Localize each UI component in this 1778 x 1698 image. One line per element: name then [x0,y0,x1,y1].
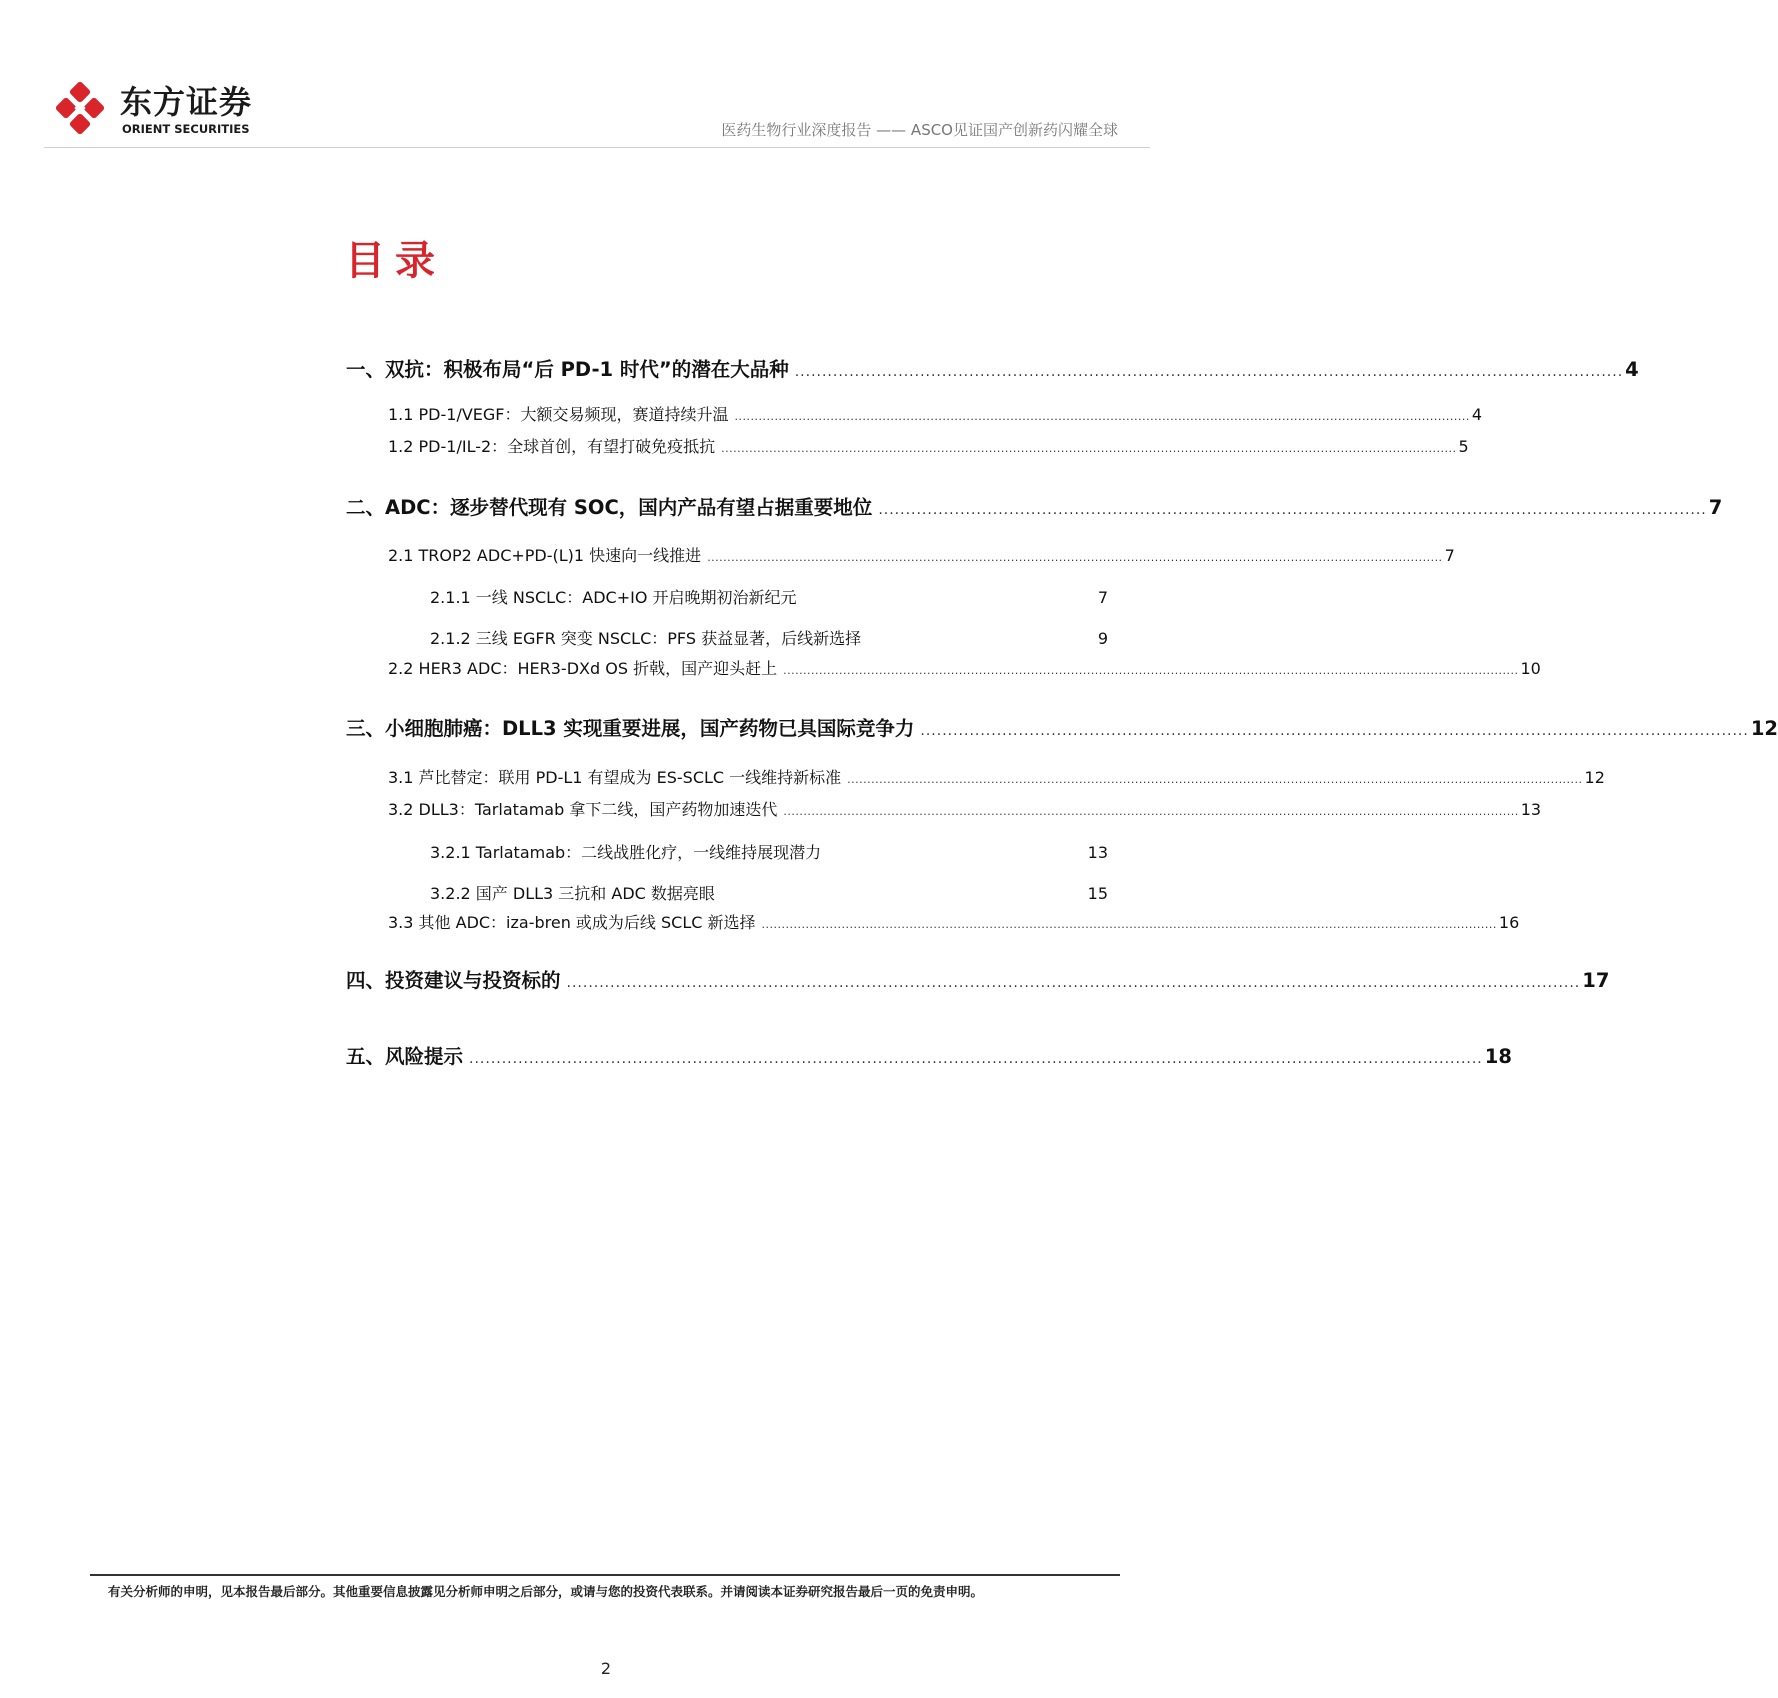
toc-entry-page: 5 [1458,437,1469,456]
toc-entry-3-2-1[interactable] [430,840,1108,863]
toc-entry-label: 四、投资建议与投资标的 [346,969,561,992]
toc-entry-page: 18 [1484,1045,1512,1068]
toc-entry-label: 三、小细胞肺癌：DLL3 实现重要进展，国产药物已具国际竞争力 [346,717,915,740]
toc-leader-dots: ........................................................................................................................................................ [920,723,1749,739]
toc-entry-1-2[interactable] [388,434,1469,457]
toc-entry-label: 五、风险提示 [346,1045,464,1068]
toc-entry-page: 4 [1625,358,1639,381]
toc-entry-section-2[interactable] [346,492,1723,520]
toc-leader-dots: ........................................................................................................................................................................................ [847,773,1583,786]
toc-entry-page: 12 [1584,768,1605,787]
toc-entry-page: 12 [1750,717,1778,740]
toc-entry-section-5[interactable] [346,1041,1512,1069]
toc-entry-label: 2.1.1 一线 NSCLC：ADC+IO 开启晚期初治新纪元 [430,588,797,607]
toc-entry-2-2[interactable] [388,656,1541,679]
toc-entry-3-1[interactable] [388,765,1605,788]
toc-entry-label: 2.1.2 三线 EGFR 突变 NSCLC：PFS 获益显著，后线新选择 [430,629,862,648]
toc-entry-section-4[interactable] [346,965,1610,993]
toc-entry-label: 2.2 HER3 ADC：HER3-DXd OS 折戟，国产迎头赶上 [388,659,778,678]
toc-leader-dots: .......................................................................................................................................................................................... [469,1051,1483,1067]
toc-entry-label: 1.2 PD-1/IL-2：全球首创，有望打破免疫抵抗 [388,437,716,456]
toc-entry-page: 13 [1087,843,1108,862]
toc-entry-3-2[interactable] [388,797,1542,820]
toc-leader-dots: ........................................................................................................................................................................................ [707,551,1443,564]
logo-chinese-name: 东方证券 [120,83,253,121]
toc-entry-page: 13 [1520,800,1542,819]
toc-entry-2-1-1[interactable] [430,585,1108,608]
toc-entry-page: 7 [1708,496,1723,519]
toc-leader-dots: ........................................................................................................................................................ [878,502,1707,518]
toc-title: 目录 [345,238,445,284]
toc-leader-dots: ........................................................................................................................................................................................ [783,805,1519,818]
footer-disclaimer: 有关分析师的申明，见本报告最后部分。其他重要信息披露见分析师申明之后部分，或请与您的投资代表联系。并请阅读本证券研究报告最后一页的免责申明。 [108,1584,984,1599]
toc-entry-label: 3.3 其他 ADC：iza-bren 或成为后线 SCLC 新选择 [388,913,756,932]
toc-entry-page: 17 [1582,969,1610,992]
toc-entry-page: 15 [1087,884,1108,903]
report-header-title: 医药生物行业深度报告 —— ASCO见证国产创新药闪耀全球 [721,121,1118,139]
toc-entry-label: 3.2.2 国产 DLL3 三抗和 ADC 数据亮眼 [430,884,715,903]
toc-entry-label: 2.1 TROP2 ADC+PD-(L)1 快速向一线推进 [388,546,702,565]
toc-entry-label: 3.2.1 Tarlatamab：二线战胜化疗，一线维持展现潜力 [430,843,822,862]
toc-leader-dots: ........................................................................................................................................................................................ [721,442,1457,455]
toc-entry-3-2-2[interactable] [430,881,1108,904]
header-divider [44,147,1150,148]
toc-entry-page: 10 [1520,659,1541,678]
toc-entry-3-3[interactable] [388,910,1520,933]
toc-entry-2-1[interactable] [388,543,1455,566]
logo-english-name: ORIENT SECURITIES [122,122,250,136]
footer-divider [90,1574,1120,1576]
toc-entry-1-1[interactable] [388,402,1483,425]
toc-entry-page: 9 [1097,629,1108,648]
toc-entry-label: 二、ADC：逐步替代现有 SOC，国内产品有望占据重要地位 [346,496,873,519]
toc-entry-label: 1.1 PD-1/VEGF：大额交易频现，赛道持续升温 [388,405,729,424]
toc-entry-section-3[interactable] [346,713,1778,741]
toc-entry-page: 7 [1097,588,1108,607]
page-number: 2 [600,1659,612,1678]
toc-leader-dots: .......................................................................................................................................................................................... [566,975,1581,991]
toc-leader-dots: ........................................................................................................................................................................................ [783,664,1519,677]
toc-entry-section-1[interactable] [346,354,1639,382]
toc-entry-label: 3.1 芦比替定：联用 PD-L1 有望成为 ES-SCLC 一线维持新标准 [388,768,842,787]
toc-entry-label: 一、双抗：积极布局“后 PD-1 时代”的潜在大品种 [346,358,789,381]
toc-entry-2-1-2[interactable] [430,626,1108,649]
toc-entry-page: 7 [1444,546,1455,565]
toc-leader-dots: ........................................................................................................................................................................................ [761,918,1497,931]
toc-entry-label: 3.2 DLL3：Tarlatamab 拿下二线，国产药物加速迭代 [388,800,778,819]
orient-securities-logo-icon [56,82,112,138]
toc-entry-page: 4 [1471,405,1483,424]
toc-leader-dots: ........................................................................................................................................................................................ [734,410,1470,423]
toc-leader-dots: ........................................................................................................................................................ [794,364,1624,380]
toc-entry-page: 16 [1498,913,1520,932]
